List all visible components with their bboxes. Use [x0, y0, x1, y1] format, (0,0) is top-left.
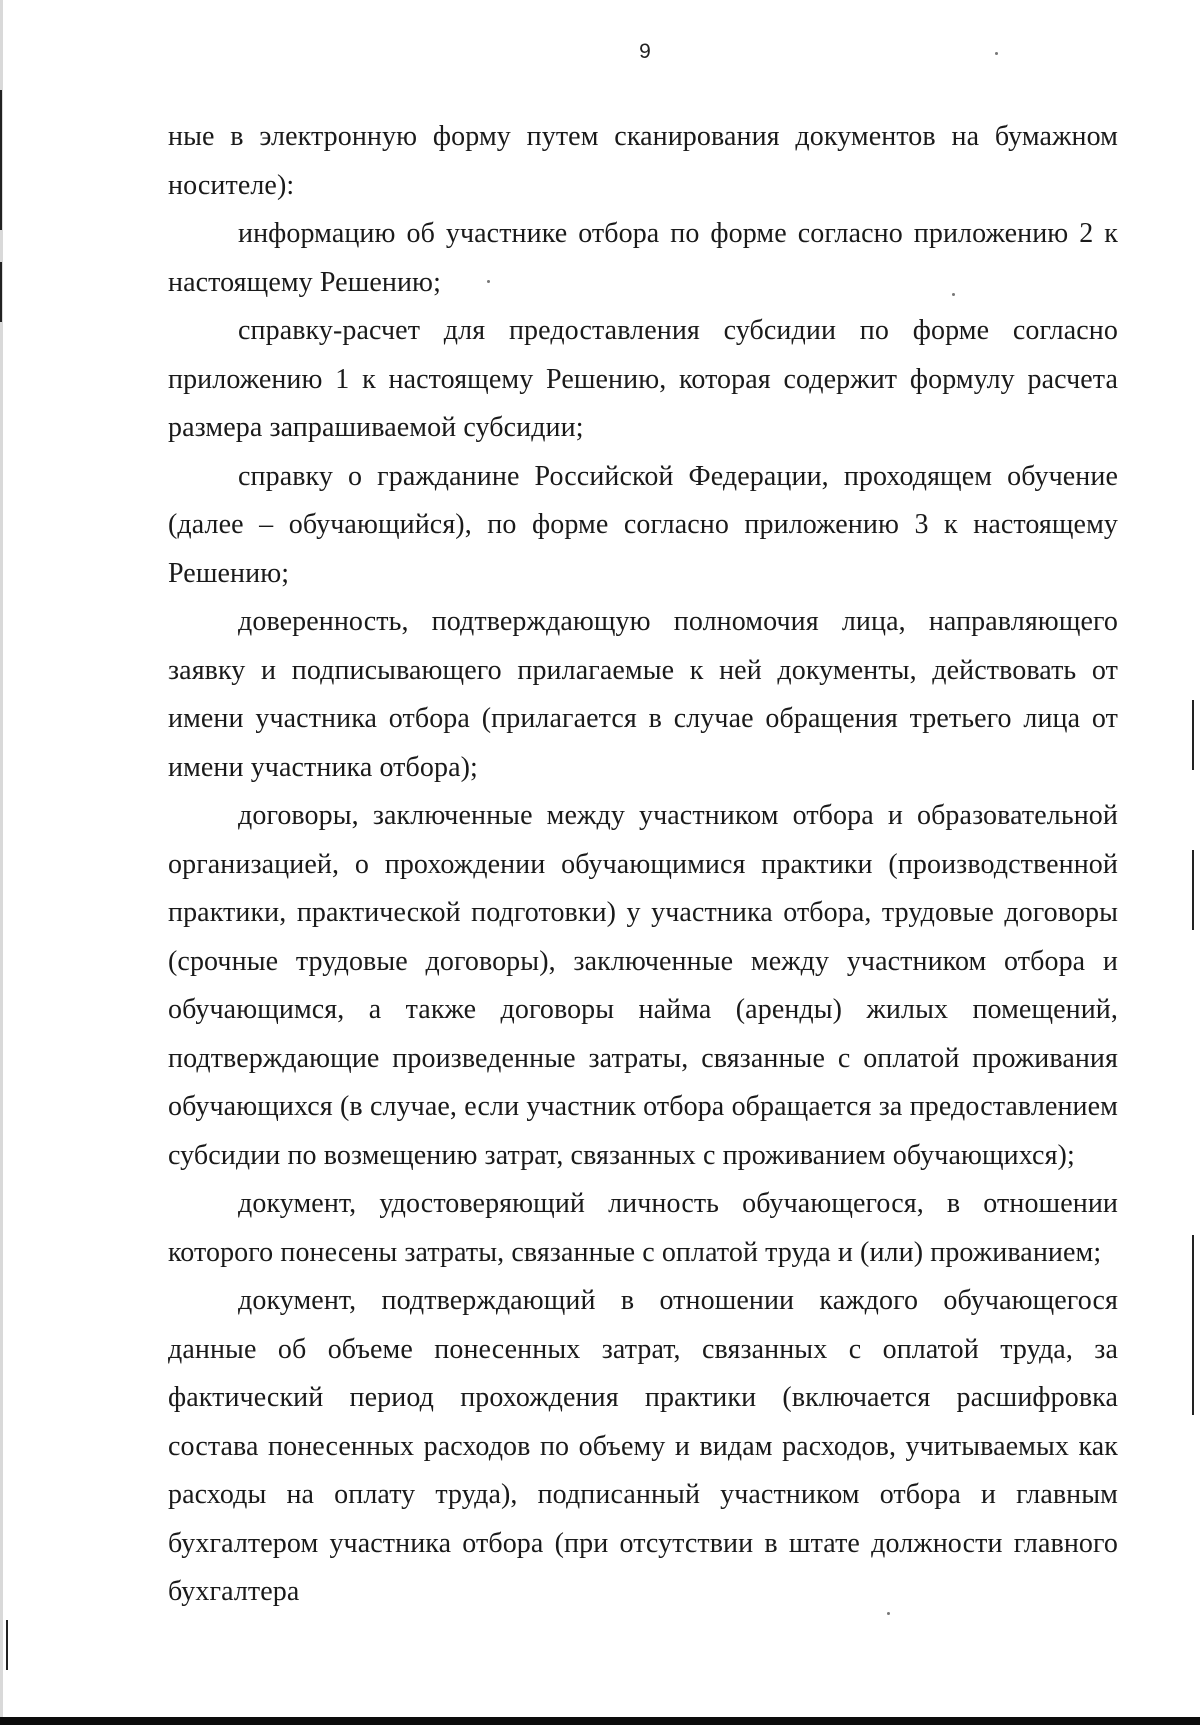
paragraph: договоры, заключенные между участником отбора и образовательной организацией, о прохождении обучающимися практики (производственной практики, практической подготовки) у участника отбора, трудовые договоры (срочные трудовые договоры), заключенные между участником отбора и обучающимся, а также договоры найма (аренды) жилых помещений, подтверждающие произведенные затраты, связанные с оплатой проживания обучающихся (в случае, если участник отбора обращается за предоставлением субсидии по возмещению затрат, связанных с проживанием обучающихся); — [168, 800, 1118, 1171]
paragraph: информацию об участнике отбора по форме согласно приложению 2 к настоящему Решению; — [168, 218, 1118, 298]
scan-artifact — [0, 262, 2, 322]
scan-edge — [0, 0, 3, 1725]
scan-artifact — [0, 90, 2, 230]
paragraph: документ, удостоверяющий личность обучающегося, в отношении которого понесены затраты, связанные с оплатой труда и (или) проживанием; — [168, 1188, 1118, 1268]
document-body — [168, 113, 1118, 1617]
paragraph: справку-расчет для предоставления субсидии по форме согласно приложению 1 к настоящему Решению, которая содержит формулу расчета размера запрашиваемой субсидии; — [168, 315, 1118, 443]
scan-bottom-edge — [0, 1717, 1200, 1725]
scan-artifact — [6, 1620, 8, 1670]
scan-artifact — [1192, 1235, 1194, 1415]
paragraph: справку о гражданине Российской Федерации, проходящем обучение (далее – обучающийся), по форме согласно приложению 3 к настоящему Решению; — [168, 460, 1118, 589]
scan-artifact — [1192, 850, 1194, 930]
paragraph: доверенность, подтверждающую полномочия лица, направляющего заявку и подписывающего прилагаемые к ней документы, действовать от имени участника отбора (прилагается в случае обращения третьего лица от имени участника отбора); — [168, 606, 1118, 783]
scan-artifact — [1192, 700, 1194, 770]
paragraph: документ, подтверждающий в отношении каждого обучающегося данные об объеме понесенных затрат, связанных с оплатой труда, за фактический период прохождения практики (включается расшифровка состава понесенных расходов по объему и видам расходов, учитываемых как расходы на оплату труда), подписанный участником отбора и главным бухгалтером участника отбора (при отсутствии в штате должности главного бухгалтера — [168, 1285, 1118, 1607]
paragraph: ные в электронную форму путем сканирования документов на бумажном носителе): — [168, 121, 1118, 201]
page-number: 9 — [639, 40, 651, 63]
